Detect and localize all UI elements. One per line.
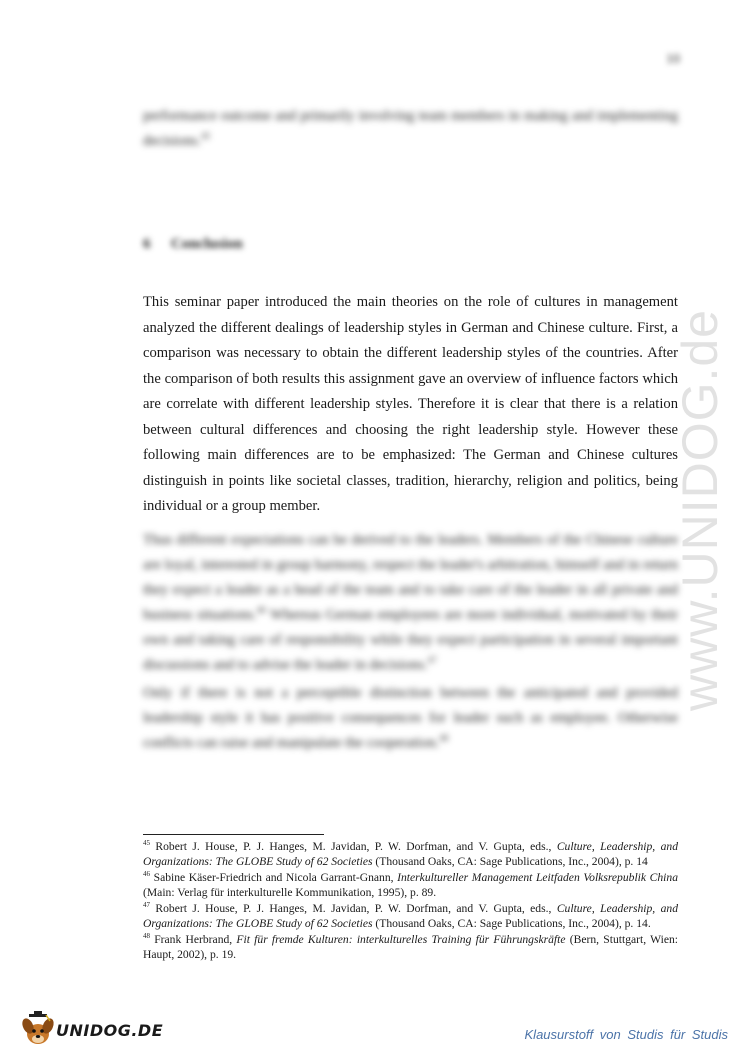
blurred-intro-text: performance outcome and primarily involving team members in making and implementing decisions. [143,108,678,149]
footnote-text: Robert J. House, P. J. Hanges, M. Javidan, P. W. Dorfman, and V. Gupta, eds., [150,902,557,915]
footnote-45 [143,840,678,869]
dog-mascot-icon [18,1010,60,1050]
footnote-number: 47 [143,901,150,910]
watermark-text: www.UNIDOG.de [672,309,728,711]
footnote-48 [143,933,678,962]
footnote-text: (Thousand Oaks, CA: Sage Publications, Inc., 2004), p. 14 [372,854,648,868]
footnotes [143,840,678,964]
footnote-ref-48: 48 [439,733,449,744]
footnote-ref-46: 46 [256,605,266,616]
section-number: 6 [143,236,151,252]
footnote-number: 46 [143,870,150,879]
footnote-title: Fit für fremde Kulturen: interkulturelles Training für Führungskräfte [236,933,566,946]
page-number: 10 [666,52,680,67]
blurred-intro-paragraph [143,104,678,154]
blurred-paragraph-1-text-b: Whereas German employees are more individual, motivated by their own and taking care of responsibility while they expect participation in several important discussions and to advise the leader in decisions. [143,607,678,673]
footnote-number: 45 [143,839,150,848]
conclusion-paragraph: This seminar paper introduced the main theories on the role of cultures in management analyzed the different dealings of leadership styles in German and Chinese culture. First, a comparison was necessary to obtain the different leadership styles of the countries. After the comparison of both results this assignment gave an overview of influence factors which are correlate with different leadership styles. Therefore it is clear that there is a relation between cultural differences and choosing the right leadership style. However these following main differences are to be emphasized: The German and Chinese cultures distinguish in points like societal classes, tradition, hierarchy, religion and politics, being individual or a group member. [143,294,678,514]
watermark [660,280,740,740]
footnote-ref-45: 45 [200,131,210,142]
footnote-text: (Bern, Stuttgart, Wien: Haupt, 2002), p. 19. [143,933,679,961]
tagline: Klausurstoff von Studis für Studis [524,1027,728,1042]
footnote-title: Culture, Leadership, and Organizations: The GLOBE Study of 62 Societies [143,902,678,930]
footnote-separator [143,834,324,835]
blurred-paragraph-1-text-a: Thus different expectations can be derived to the leaders. Members of the Chinese culture are loyal, interested in group harmony, respect the leader's arbitration, himself and in return they expect a leader as a head of the team and to take care of the leader in all private and business situations. [143,532,678,623]
blurred-paragraph-2-text: Only if there is not a perceptible distinction between the anticipated and provided leadership style it has positive consequences for leader such as employee. Otherwise conflicts can raise and manipulate the cooperation. [143,685,678,751]
footnote-text: (Main: Verlag für interkulturelle Kommunikation, 1995), p. 89. [143,885,437,899]
footnote-text: Robert J. House, P. J. Hanges, M. Javidan, P. W. Dorfman, and V. Gupta, eds., [150,840,557,853]
footnote-text: Sabine Käser-Friedrich and Nicola Garrant-Gnann, [150,871,398,884]
blurred-paragraph-2 [143,681,678,756]
unidog-logo[interactable] [18,1008,168,1052]
footnote-text: (Thousand Oaks, CA: Sage Publications, Inc., 2004), p. 14. [372,916,651,930]
footnote-text: Frank Herbrand, [150,933,237,946]
footnote-46 [143,871,678,900]
blurred-paragraph-1 [143,528,678,678]
footnote-title: Interkultureller Management Leitfaden Volksrepublik China [397,871,678,884]
section-title: Conclusion [171,236,243,252]
footnote-title: Culture, Leadership, and Organizations: The GLOBE Study of 62 Societies [143,840,678,868]
section-heading [143,236,243,253]
footnote-number: 48 [143,932,150,941]
footnote-ref-47: 47 [427,655,437,666]
footnote-47 [143,902,678,931]
logo-text: UNIDOG.DE [56,1020,164,1040]
